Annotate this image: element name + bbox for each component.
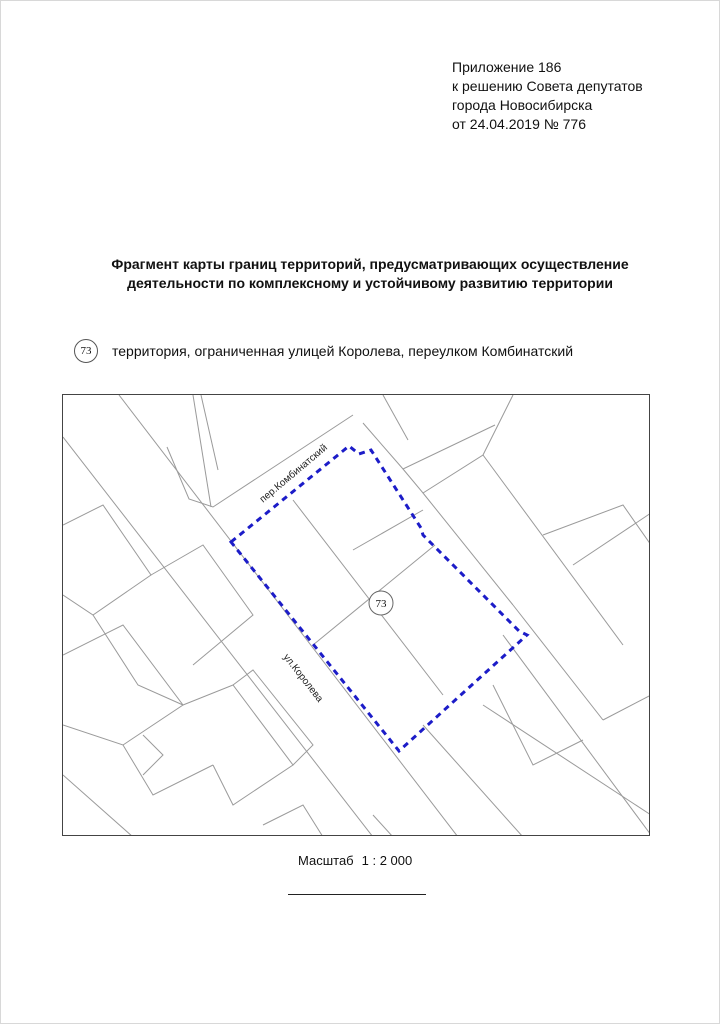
scale-value: 1 : 2 000 (361, 853, 413, 868)
legend (74, 338, 573, 364)
map-canvas (63, 395, 650, 836)
appendix-header (452, 58, 643, 134)
zone-number-label: 73 (375, 598, 387, 610)
appendix-line-4: от 24.04.2019 № 776 (452, 116, 587, 132)
legend-description: территория, ограниченная улицей Королева, переулком Комбинатский (112, 343, 574, 359)
document-title (40, 255, 700, 293)
appendix-line-1: Приложение 186 (452, 59, 562, 75)
appendix-line-2: к решению Совета депутатов (452, 78, 643, 94)
scale-caption (298, 853, 412, 868)
scale-label: Масштаб (298, 853, 354, 868)
street-label-kombinatsky: пер.Комбинатский (257, 442, 330, 506)
title-line-2: деятельности по комплексному и устойчивому развитию территории (127, 275, 613, 291)
title-line-1: Фрагмент карты границ территорий, предусматривающих осуществление (111, 256, 629, 272)
appendix-line-3: города Новосибирска (452, 97, 593, 113)
map-fragment (62, 394, 650, 836)
signature-line (288, 894, 426, 895)
map-parcel-lines (63, 395, 650, 836)
street-label-korolev: ул.Королева (280, 652, 325, 705)
legend-number-circle: 73 (74, 339, 98, 363)
